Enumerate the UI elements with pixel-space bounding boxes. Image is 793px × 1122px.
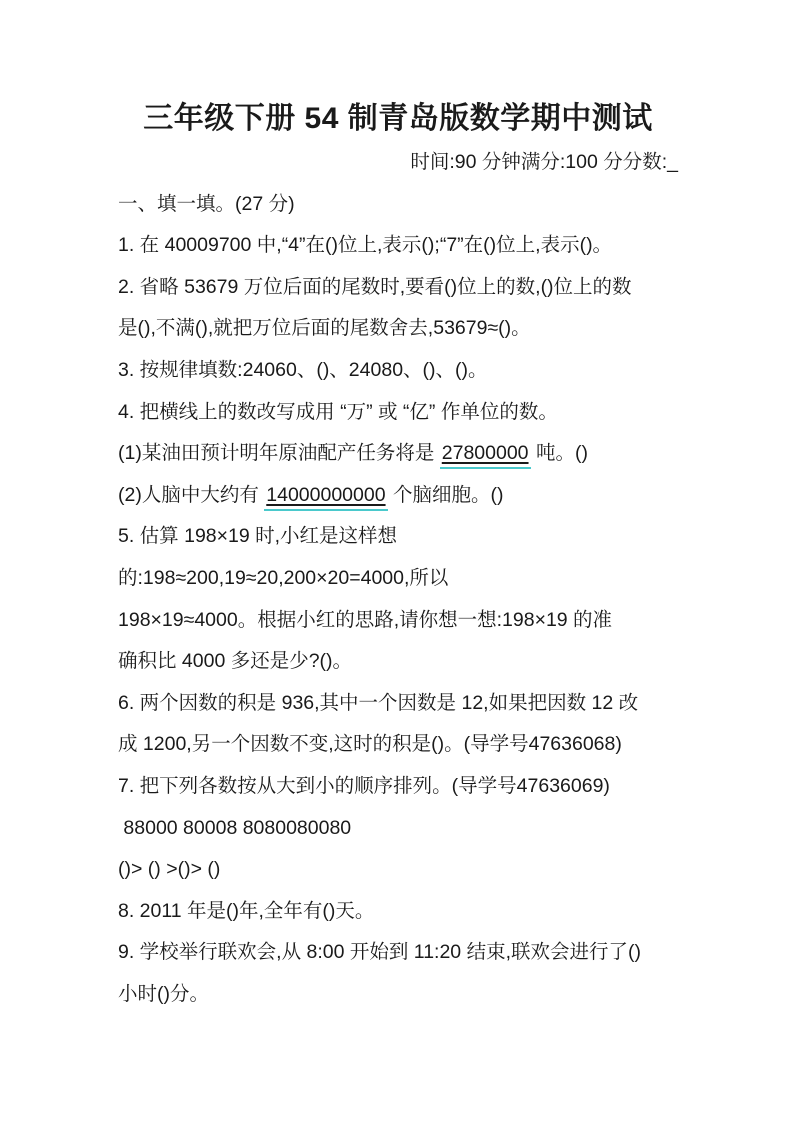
- question-5-line-2: 的:198≈200,19≈20,200×20=4000,所以: [118, 566, 449, 589]
- question-7-numbers: 88000 80008 8080080080: [118, 816, 352, 839]
- question-6-line-2: 成 1200,另一个因数不变,这时的积是()。(导学号47636068): [118, 733, 622, 756]
- question-4-line-1: 4. 把横线上的数改写成用 “万” 或 “亿” 作单位的数。: [118, 400, 558, 423]
- question-9-line-2: 小时()分。: [118, 982, 209, 1005]
- document-title: 三年级下册 54 制青岛版数学期中测试: [143, 102, 653, 135]
- question-7-line-1: 7. 把下列各数按从大到小的顺序排列。(导学号47636069): [118, 774, 610, 797]
- exam-info-line: 时间:90 分钟满分:100 分分数:_: [410, 151, 678, 173]
- question-1-line-1: 1. 在 40009700 中,“4”在()位上,表示();“7”在()位上,表示()。: [118, 234, 613, 257]
- question-4-subitem-1-text: (1)某油田预计明年原油配产任务将是: [118, 442, 440, 465]
- question-8-line-1: 8. 2011 年是()年,全年有()天。: [118, 899, 375, 922]
- question-6-line-1: 6. 两个因数的积是 936,其中一个因数是 12,如果把因数 12 改: [118, 691, 639, 714]
- question-4-subitem-2: [118, 475, 678, 517]
- question-2-line-2: 是(),不满(),就把万位后面的尾数舍去,53679≈()。: [118, 317, 531, 340]
- question-4-subitem-1: [118, 433, 678, 475]
- question-5-line-1: 5. 估算 198×19 时,小红是这样想: [118, 525, 398, 548]
- question-5-line-3: 198×19≈4000。根据小红的思路,请你想一想:198×19 的准: [118, 608, 613, 631]
- section-heading: 一、填一填。(27 分): [118, 192, 295, 215]
- question-5-line-4: 确积比 4000 多还是少?()。: [118, 650, 353, 673]
- underlined-number-27800000: 27800000: [440, 441, 531, 469]
- question-7-answer-blanks: ()> () >()> (): [118, 858, 221, 881]
- question-9-line-1: 9. 学校举行联欢会,从 8:00 开始到 11:20 结束,联欢会进行了(): [118, 941, 641, 964]
- question-4-subitem-2-tail: 个脑细胞。(): [387, 483, 504, 506]
- question-4-subitem-1-tail: 吨。(): [530, 442, 588, 465]
- question-4-subitem-2-text: (2)人脑中大约有: [118, 483, 265, 506]
- underlined-number-14000000000: 14000000000: [264, 483, 387, 511]
- question-3-line-1: 3. 按规律填数:24060、()、24080、()、()。: [118, 358, 488, 381]
- question-2-line-1: 2. 省略 53679 万位后面的尾数时,要看()位上的数,()位上的数: [118, 275, 632, 298]
- document-content: [118, 96, 678, 1015]
